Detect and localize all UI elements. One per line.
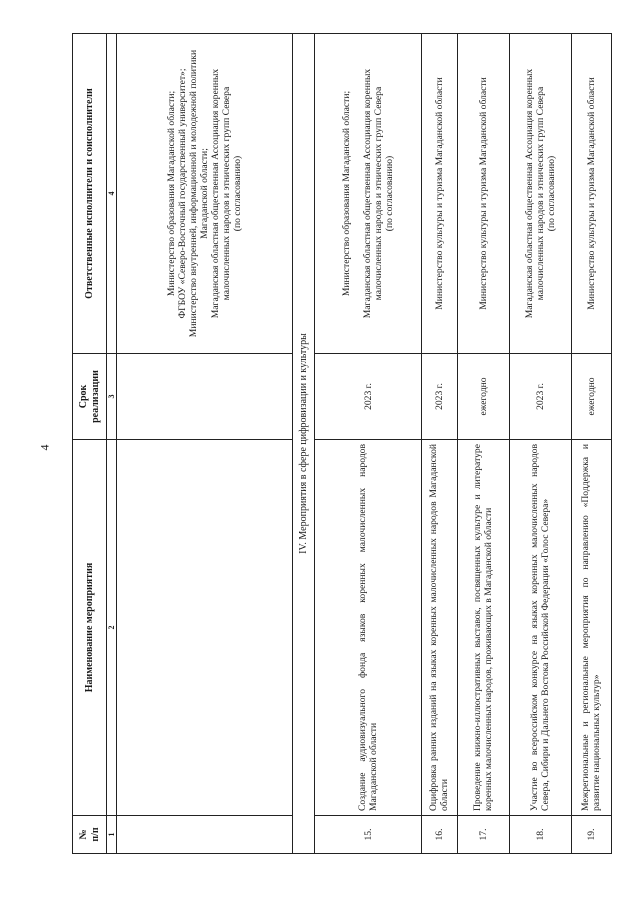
responsible-line: (по согласованию) xyxy=(545,155,557,232)
table-row xyxy=(509,34,571,854)
column-number: 1 xyxy=(107,816,117,854)
responsible-line: Магаданская областная общественная Ассоциация коренных малочисленных народов и этнических групп Севера xyxy=(523,68,546,319)
table-row xyxy=(315,34,422,854)
section-row xyxy=(292,34,315,854)
responsible-line: Министерство образования Магаданской области; xyxy=(341,90,352,297)
table-row xyxy=(571,34,611,854)
column-number: 4 xyxy=(107,34,117,354)
responsible-line: Министерство культуры и туризма Магаданской области xyxy=(433,77,445,310)
responsible-line: Министерство культуры и туризма Магаданской области xyxy=(477,77,489,310)
column-numbers-row xyxy=(107,34,117,854)
table-row xyxy=(422,34,458,854)
row-term: ежегодно xyxy=(571,354,611,440)
responsible-line: Министерство внутренней, информационной и молодежной политики Магаданской области; xyxy=(187,49,210,338)
rotated-table-sheet xyxy=(72,34,612,854)
row-term: 2023 г. xyxy=(315,354,422,440)
responsible-line: Магаданская областная общественная Ассоциация коренных малочисленных народов и этнических групп Севера xyxy=(362,68,385,319)
row-responsible xyxy=(457,34,509,354)
section-title: IV. Мероприятия в сфере цифровизации и культуры xyxy=(292,34,315,854)
column-number: 3 xyxy=(107,354,117,440)
table-row xyxy=(457,34,509,854)
responsible-line: ФГБОУ «Северо-Восточный государственный университет»; xyxy=(176,68,188,319)
responsible-line: Министерство образования Магаданской области; xyxy=(165,90,177,297)
row-number: 15. xyxy=(315,816,422,854)
responsible-line: Министерство культуры и туризма Магаданской области xyxy=(585,77,597,310)
header-responsible: Ответственные исполнители и соисполнители xyxy=(73,34,107,354)
row-number xyxy=(117,816,293,854)
responsible-line: (по согласованию) xyxy=(232,155,244,232)
responsible-line: Магаданская областная общественная Ассоциация коренных малочисленных народов и этнических групп Севера xyxy=(210,68,233,319)
row-number: 16. xyxy=(422,816,458,854)
row-responsible xyxy=(117,34,293,354)
row-name xyxy=(117,440,293,816)
header-name: Наименование мероприятия xyxy=(73,440,107,816)
row-term: 2023 г. xyxy=(509,354,571,440)
header-row xyxy=(73,34,107,854)
line-gap xyxy=(352,38,362,349)
row-name: Проведение книжно-иллюстративных выставок, посвященных культуре и литературе коренных малочисленных народов, проживающих в Магаданской области xyxy=(457,440,509,816)
row-term xyxy=(117,354,293,440)
row-number: 17. xyxy=(457,816,509,854)
row-name: Межрегиональные и региональные мероприятия по направлению «Поддержка и развитие национальных культур» xyxy=(571,440,611,816)
row-responsible xyxy=(422,34,458,354)
responsible-line: (по согласованию) xyxy=(384,155,396,232)
row-name: Создание аудиовизуального фонда языков коренных малочисленных народов Магаданской области xyxy=(315,440,422,816)
page-number: 4 xyxy=(37,444,52,451)
row-number: 18. xyxy=(509,816,571,854)
row-responsible xyxy=(571,34,611,354)
activities-table xyxy=(72,33,612,854)
table-row xyxy=(117,34,293,854)
row-number: 19. xyxy=(571,816,611,854)
header-term: Срок реализации xyxy=(73,354,107,440)
row-responsible xyxy=(509,34,571,354)
row-term: ежегодно xyxy=(457,354,509,440)
row-responsible xyxy=(315,34,422,354)
row-name: Участие во всероссийском конкурсе на языках коренных малочисленных народов Севера, Сибири и Дальнего Востока Российской Федерации «Голос Севера» xyxy=(509,440,571,816)
row-term: 2023 г. xyxy=(422,354,458,440)
header-num: № п/п xyxy=(73,816,107,854)
row-name: Оцифровка ранних изданий на языках коренных малочисленных народов Магаданской области xyxy=(422,440,458,816)
column-number: 2 xyxy=(107,440,117,816)
